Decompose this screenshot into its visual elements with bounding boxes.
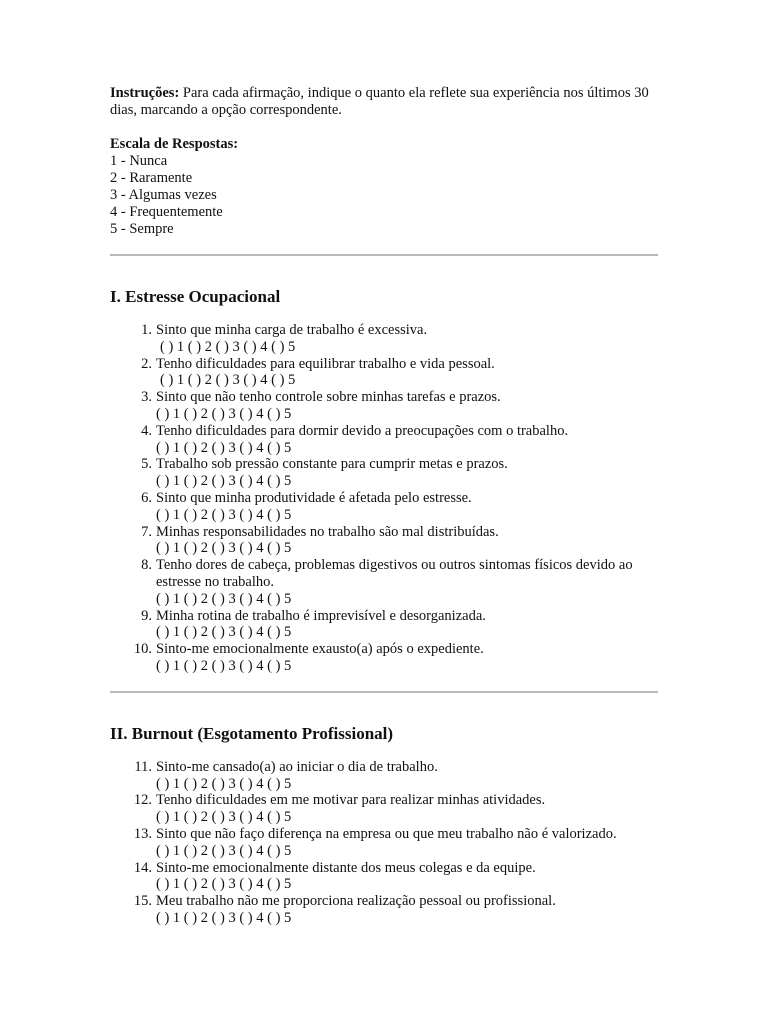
answer-options[interactable]: ( ) 1 ( ) 2 ( ) 3 ( ) 4 ( ) 5	[156, 842, 292, 859]
scale-title: Escala de Respostas:	[110, 136, 239, 152]
question-item	[110, 423, 658, 457]
question-number: 9.	[141, 607, 152, 624]
answer-options[interactable]: ( ) 1 ( ) 2 ( ) 3 ( ) 4 ( ) 5	[156, 590, 292, 607]
question-number: 13.	[133, 825, 152, 842]
question-item	[110, 608, 658, 642]
question-number: 1.	[141, 322, 152, 338]
question-text: Sinto que não tenho controle sobre minhas tarefas e prazos.	[156, 389, 501, 406]
question-text: Sinto-me cansado(a) ao iniciar o dia de trabalho.	[156, 758, 438, 775]
question-number: 5.	[141, 456, 152, 473]
instructions-text: Para cada afirmação, indique o quanto ela reflete sua experiência nos últimos 30 dias, marcando a opção correspondente.	[110, 85, 649, 118]
question-item	[110, 759, 658, 793]
answer-options[interactable]: ( ) 1 ( ) 2 ( ) 3 ( ) 4 ( ) 5	[156, 876, 292, 893]
question-item	[110, 322, 658, 356]
question-item	[110, 893, 658, 927]
question-item	[110, 557, 658, 607]
question-number: 6.	[141, 489, 152, 506]
question-text: Sinto que não faço diferença na empresa ou que meu trabalho não é valorizado.	[156, 825, 617, 842]
question-item	[110, 524, 658, 558]
answer-options[interactable]: ( ) 1 ( ) 2 ( ) 3 ( ) 4 ( ) 5	[156, 473, 292, 490]
question-item	[110, 792, 658, 826]
scale-item: 3 - Algumas vezes	[110, 187, 217, 203]
question-text: Tenho dificuldades para equilibrar trabalho e vida pessoal.	[156, 355, 495, 372]
question-text: Meu trabalho não me proporciona realização pessoal ou profissional.	[156, 893, 556, 910]
question-item	[110, 860, 658, 894]
question-number: 4.	[141, 422, 152, 439]
question-text: Tenho dificuldades para dormir devido a preocupações com o trabalho.	[156, 422, 569, 439]
answer-options[interactable]: ( ) 1 ( ) 2 ( ) 3 ( ) 4 ( ) 5	[156, 506, 292, 523]
answer-options[interactable]: ( ) 1 ( ) 2 ( ) 3 ( ) 4 ( ) 5	[156, 405, 292, 422]
answer-options[interactable]: ( ) 1 ( ) 2 ( ) 3 ( ) 4 ( ) 5	[156, 439, 292, 456]
question-text: Sinto que minha carga de trabalho é excessiva.	[156, 322, 428, 338]
instructions-paragraph	[110, 85, 658, 119]
question-item	[110, 641, 658, 675]
answer-options[interactable]: ( ) 1 ( ) 2 ( ) 3 ( ) 4 ( ) 5	[156, 657, 292, 674]
stress-question-list	[110, 322, 658, 675]
question-text: Sinto que minha produtividade é afetada pelo estresse.	[156, 489, 472, 506]
instructions-label: Instruções:	[110, 85, 180, 101]
answer-options[interactable]: ( ) 1 ( ) 2 ( ) 3 ( ) 4 ( ) 5	[156, 775, 292, 792]
question-text: Sinto-me emocionalmente distante dos meus colegas e da equipe.	[156, 859, 536, 876]
question-item	[110, 356, 658, 390]
question-text: Trabalho sob pressão constante para cumprir metas e prazos.	[156, 456, 508, 473]
question-item	[110, 826, 658, 860]
question-item	[110, 490, 658, 524]
question-number: 8.	[141, 557, 152, 574]
question-text: Tenho dores de cabeça, problemas digestivos ou outros sintomas físicos devido ao estresse no trabalho.	[156, 557, 633, 590]
question-number: 10.	[133, 641, 152, 658]
scale-item: 4 - Frequentemente	[110, 204, 223, 220]
question-text: Minhas responsabilidades no trabalho são mal distribuídas.	[156, 523, 499, 540]
burnout-question-list	[110, 759, 658, 927]
question-text: Tenho dificuldades em me motivar para realizar minhas atividades.	[156, 792, 546, 809]
answer-options[interactable]: ( ) 1 ( ) 2 ( ) 3 ( ) 4 ( ) 5	[160, 372, 296, 389]
question-number: 15.	[133, 893, 152, 910]
question-item	[110, 389, 658, 423]
question-number: 11.	[134, 758, 152, 775]
answer-options[interactable]: ( ) 1 ( ) 2 ( ) 3 ( ) 4 ( ) 5	[160, 338, 296, 355]
questionnaire-page	[110, 85, 658, 927]
question-text: Minha rotina de trabalho é imprevisível e desorganizada.	[156, 607, 486, 624]
section-title-burnout: II. Burnout (Esgotamento Profissional)	[110, 723, 394, 743]
question-number: 2.	[141, 355, 152, 372]
answer-options[interactable]: ( ) 1 ( ) 2 ( ) 3 ( ) 4 ( ) 5	[156, 909, 292, 926]
scale-item: 1 - Nunca	[110, 153, 168, 169]
answer-options[interactable]: ( ) 1 ( ) 2 ( ) 3 ( ) 4 ( ) 5	[156, 624, 292, 641]
question-item	[110, 456, 658, 490]
question-number: 12.	[133, 792, 152, 809]
response-scale	[110, 136, 658, 238]
answer-options[interactable]: ( ) 1 ( ) 2 ( ) 3 ( ) 4 ( ) 5	[156, 540, 292, 557]
scale-item: 5 - Sempre	[110, 221, 174, 237]
answer-options[interactable]: ( ) 1 ( ) 2 ( ) 3 ( ) 4 ( ) 5	[156, 809, 292, 826]
scale-item: 2 - Raramente	[110, 170, 193, 186]
section-title-stress: I. Estresse Ocupacional	[110, 287, 281, 306]
question-number: 3.	[141, 389, 152, 406]
question-number: 7.	[141, 523, 152, 540]
question-text: Sinto-me emocionalmente exausto(a) após o expediente.	[156, 641, 484, 658]
question-number: 14.	[133, 859, 152, 876]
